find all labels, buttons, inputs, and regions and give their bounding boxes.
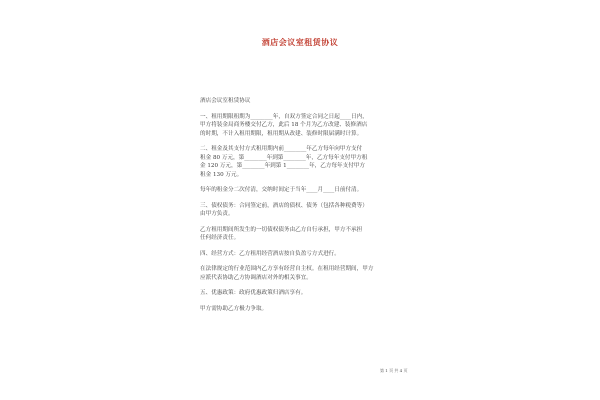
paragraph-line: 甲方将装金局商务楼交付乙方，此后 18 个月为乙方改建、装修酒店 bbox=[200, 122, 368, 128]
document-title: 酒店会议室租赁协议 bbox=[261, 37, 339, 47]
paragraph-line: 任何经济责任。 bbox=[200, 235, 240, 241]
paragraph-line: 乙方租用期间所发生的一切债权债务由乙方自行承担，甲方不承担 bbox=[200, 226, 363, 233]
paragraph-line: 应派代表协助乙方协调酒店对外的相关事宜。 bbox=[200, 274, 312, 281]
paragraph-gap bbox=[200, 138, 428, 145]
paragraph-line: 租金 130 万元。 bbox=[200, 171, 243, 178]
paragraph-line: 的时期，不计入租用期限，租用期从改建、装修时限届满时计算。 bbox=[200, 130, 363, 137]
paragraph-line: 每年的租金分二次付清，交纳时间定于当年____月____日前付清。 bbox=[200, 187, 363, 193]
paragraph-line: 二、租金及其支付方式租用期内前________年乙方每年向甲方支付 bbox=[200, 146, 363, 152]
paragraph-line: 酒店会议室租赁协议 bbox=[200, 98, 251, 104]
paragraph-line: 在法律规定的行业范围内乙方享有经营自主权。在租用经营期间，甲方 bbox=[200, 266, 374, 272]
paragraph-line: 金 120 万元，第________年到第 1________年，乙方每年支付甲方 bbox=[200, 163, 366, 169]
paragraph-gap bbox=[200, 179, 428, 186]
paragraph-gap bbox=[200, 195, 428, 202]
paragraph-line: 甲方需协助乙方极力争取。 bbox=[200, 305, 268, 312]
paragraph-gap bbox=[200, 219, 428, 226]
paragraph-line: 四、经营方式：乙方租用经营酒店按自负盈亏方式进行。 bbox=[200, 250, 340, 257]
paragraph-gap bbox=[200, 282, 428, 289]
paragraph-gap bbox=[200, 106, 428, 113]
page-footer: 第 1 页 共 4 页 bbox=[380, 368, 408, 373]
paragraph-gap bbox=[200, 243, 428, 250]
paragraph-line: 由甲方负责。 bbox=[200, 211, 234, 217]
paragraph-line: 五、优惠政策：政府优惠政策归酒店享有。 bbox=[200, 290, 307, 296]
paragraph-line: 租金 80 万元，第________年到第________年，乙方每年支付甲方租 bbox=[200, 154, 368, 161]
paragraph-gap bbox=[200, 298, 428, 305]
paragraph-line: 一、租用期限租期为________年，自双方签定合同之日起____日内， bbox=[200, 113, 368, 120]
paragraph-gap bbox=[200, 258, 428, 265]
paragraph-line: 三、债权债务：合同签定前，酒店的债权、债务（包括各种税费等） bbox=[200, 202, 368, 209]
document-body bbox=[200, 97, 428, 313]
